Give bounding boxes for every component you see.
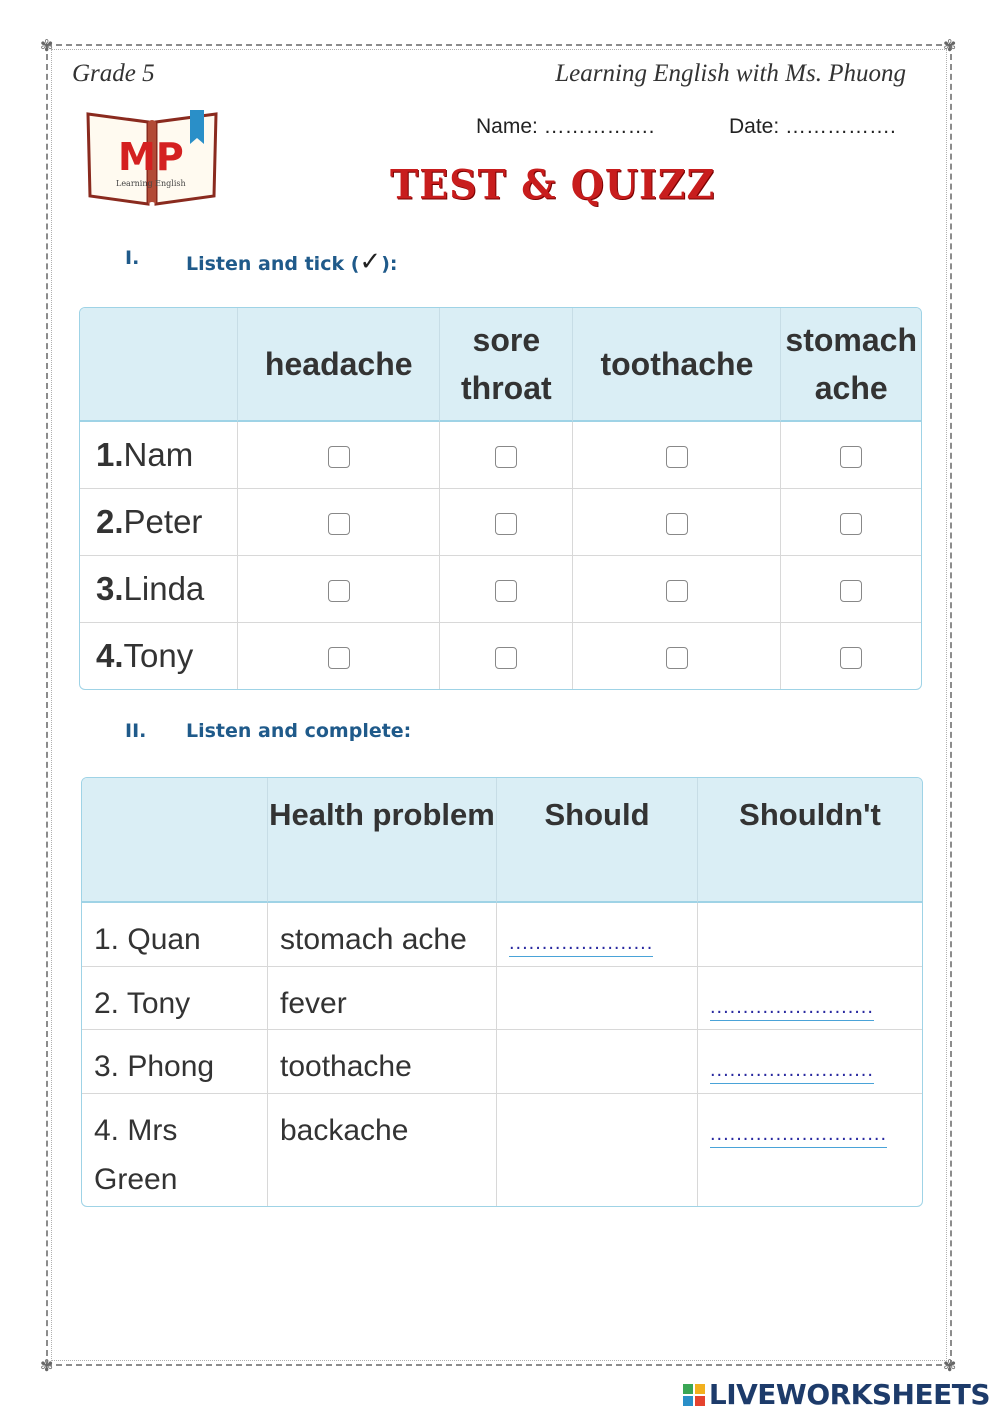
section-1-label-after: ): <box>381 253 398 275</box>
tick-checkbox[interactable] <box>495 446 517 468</box>
corner-ornament-icon: ✾ <box>943 1356 957 1375</box>
shouldnt-answer-input[interactable]: ......................... <box>710 994 874 1021</box>
column-header: Shouldn't <box>698 778 922 903</box>
problem-cell: stomach ache <box>268 903 497 966</box>
table-row <box>80 622 921 689</box>
tick-table-header <box>80 308 921 422</box>
row-label: 2.Peter <box>80 488 238 555</box>
tick-header-empty <box>80 308 238 422</box>
shouldnt-cell <box>698 1029 922 1093</box>
column-header: Health problem <box>268 778 497 903</box>
problem-cell: toothache <box>268 1029 497 1093</box>
section-1-label-before: Listen and tick ( <box>186 253 360 275</box>
row-label: 1.Nam <box>80 422 238 488</box>
table-row <box>82 1093 922 1206</box>
check-mark-icon: ✓ <box>359 247 382 277</box>
tick-checkbox[interactable] <box>495 513 517 535</box>
column-header: toothache <box>573 308 781 422</box>
person-cell: 4. Mrs Green <box>82 1093 268 1206</box>
table-row <box>82 1029 922 1093</box>
table-row <box>80 422 921 488</box>
section-2-number: II. <box>125 720 147 742</box>
shouldnt-cell <box>698 903 922 966</box>
tick-checkbox[interactable] <box>840 647 862 669</box>
liveworksheets-logo <box>683 1378 990 1411</box>
logo-tagline: Learning English <box>116 179 186 188</box>
row-label: 3.Linda <box>80 555 238 622</box>
logo-letters: MP <box>118 135 184 179</box>
grade-label: Grade 5 <box>72 60 155 87</box>
shouldnt-cell <box>698 966 922 1030</box>
person-cell: 3. Phong <box>82 1029 268 1093</box>
corner-ornament-icon: ✾ <box>943 36 957 55</box>
person-cell: 2. Tony <box>82 966 268 1030</box>
should-cell <box>497 903 698 966</box>
tick-checkbox[interactable] <box>328 647 350 669</box>
name-field[interactable]: Name: ……………. <box>476 115 655 138</box>
date-field[interactable]: Date: ……………. <box>729 115 896 138</box>
tick-checkbox[interactable] <box>840 580 862 602</box>
page-title: TEST & QUIZZ <box>390 160 716 209</box>
problem-cell: backache <box>268 1093 497 1206</box>
tick-checkbox[interactable] <box>666 446 688 468</box>
complete-table-header <box>82 778 922 903</box>
column-header: sore throat <box>440 308 573 422</box>
table-row <box>80 555 921 622</box>
table-row <box>82 966 922 1030</box>
problem-cell: fever <box>268 966 497 1030</box>
tick-checkbox[interactable] <box>328 446 350 468</box>
should-cell <box>497 966 698 1030</box>
table-row <box>82 903 922 966</box>
liveworksheets-icon <box>683 1384 705 1406</box>
shouldnt-answer-input[interactable]: ......................... <box>710 1057 874 1084</box>
header-empty <box>82 778 268 903</box>
liveworksheets-brand: LIVEWORKSHEETS <box>708 1378 990 1411</box>
tick-checkbox[interactable] <box>328 513 350 535</box>
section-2-label: Listen and complete: <box>186 720 412 742</box>
shouldnt-answer-input[interactable]: ........................... <box>710 1121 887 1148</box>
person-cell: 1. Quan <box>82 903 268 966</box>
mp-book-logo <box>82 108 222 208</box>
table-row <box>80 488 921 555</box>
should-cell <box>497 1093 698 1206</box>
tick-checkbox[interactable] <box>495 647 517 669</box>
tick-checkbox[interactable] <box>666 513 688 535</box>
row-label: 4.Tony <box>80 622 238 689</box>
tick-checkbox[interactable] <box>840 446 862 468</box>
tick-table <box>79 307 922 690</box>
column-header: Should <box>497 778 698 903</box>
tick-checkbox[interactable] <box>328 580 350 602</box>
shouldnt-cell <box>698 1093 922 1206</box>
tick-checkbox[interactable] <box>495 580 517 602</box>
corner-ornament-icon: ✾ <box>40 1356 54 1375</box>
complete-table <box>81 777 923 1207</box>
should-cell <box>497 1029 698 1093</box>
column-header: stomach ache <box>781 308 921 422</box>
corner-ornament-icon: ✾ <box>40 36 54 55</box>
course-label: Learning English with Ms. Phuong <box>555 60 906 87</box>
tick-checkbox[interactable] <box>840 513 862 535</box>
section-1-label <box>186 247 398 277</box>
should-answer-input[interactable]: ...................... <box>509 930 653 957</box>
tick-checkbox[interactable] <box>666 647 688 669</box>
tick-checkbox[interactable] <box>666 580 688 602</box>
column-header: headache <box>238 308 440 422</box>
section-1-number: I. <box>125 247 140 269</box>
